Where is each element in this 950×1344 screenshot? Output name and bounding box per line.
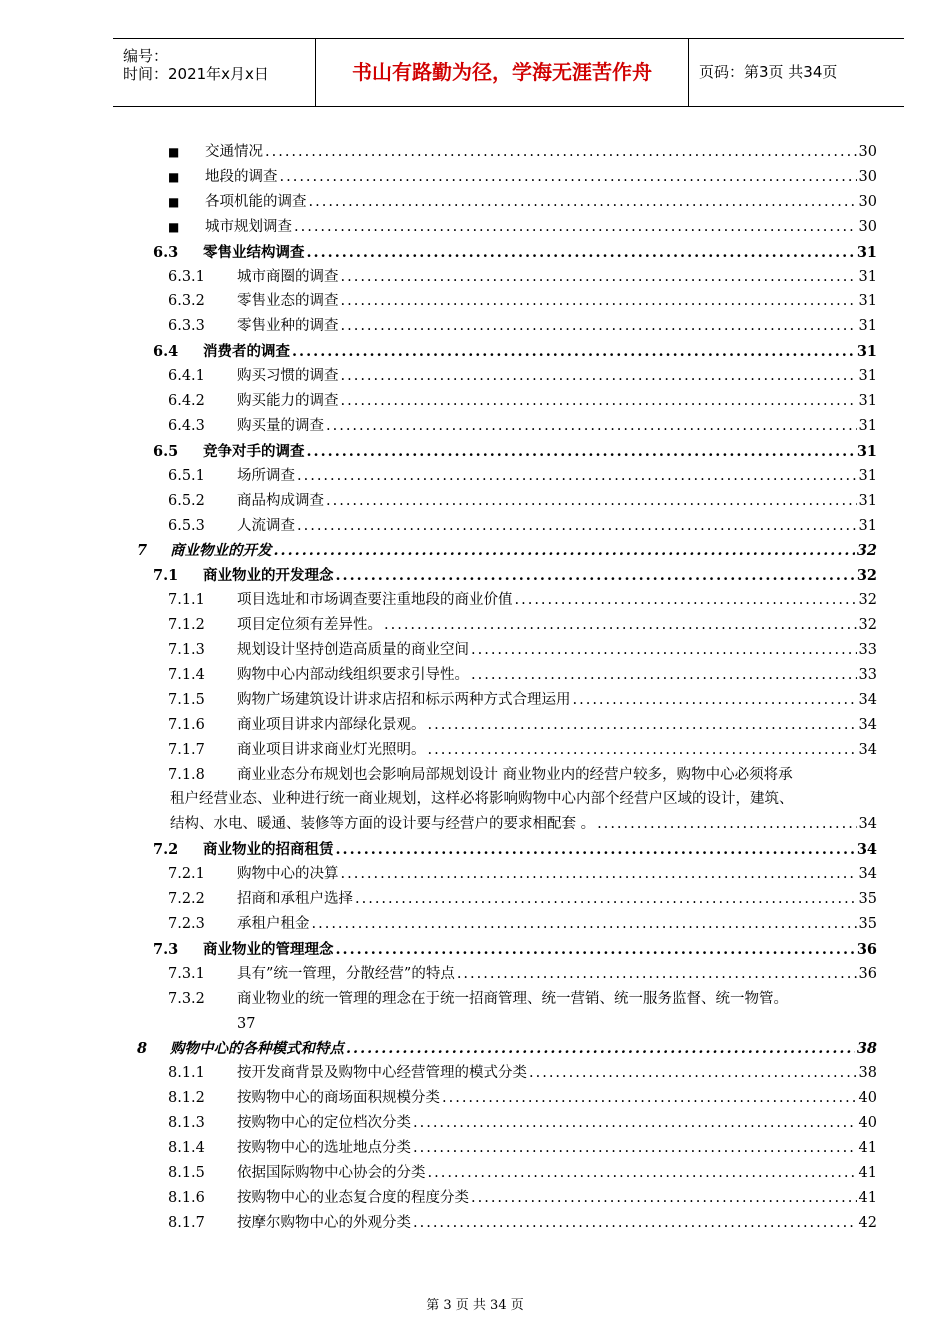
toc-entry-title: 招商和承租户选择 (237, 891, 353, 907)
toc-entry-number: 7.1.2 (168, 617, 205, 634)
toc-leader-dots (326, 489, 857, 514)
toc-entry-title: 商业物业的开发 (170, 542, 272, 560)
toc-entry[interactable] (168, 1161, 877, 1186)
toc-entry-title: 各项机能的调查 (205, 193, 307, 210)
toc-entry-title-cont: 租户经营业态、业种进行统一商业规划，这样必将影响购物中心内部个经营户区域的设计，建筑、 (170, 791, 794, 808)
toc-entry[interactable] (168, 289, 877, 314)
toc-entry[interactable] (168, 140, 877, 165)
toc-entry[interactable] (168, 165, 877, 190)
toc-entry-title: 零售业结构调查 (203, 243, 305, 261)
toc-entry[interactable] (168, 489, 877, 514)
toc-leader-dots (297, 514, 857, 539)
toc-leader-dots (307, 240, 855, 265)
header-motto: 书山有路勤为径，学海无涯苦作舟 (316, 39, 689, 106)
toc-entry[interactable] (168, 1211, 877, 1236)
toc-entry-page: 31 (858, 517, 877, 534)
toc-entry-number: 8 (137, 1040, 148, 1058)
page-footer: 第 3 页 共 34 页 (426, 1298, 524, 1313)
toc-entry-title: 按购物中心的业态复合度的程度分类 (237, 1189, 469, 1206)
toc-entry-number: 7.1.7 (168, 741, 205, 758)
toc-entry-number: 6.4.3 (168, 417, 205, 434)
toc-entry-page: 34 (858, 741, 877, 758)
toc-leader-dots (442, 1086, 857, 1111)
toc-entry-page: 34 (858, 716, 877, 733)
toc-entry[interactable] (168, 514, 877, 539)
toc-leader-dots (280, 165, 857, 190)
toc-entry-number: 7.2 (153, 841, 179, 859)
toc-leader-dots (341, 289, 857, 314)
bullet-icon: ■ (168, 169, 180, 184)
toc-leader-dots (471, 1186, 857, 1211)
toc-entry-page: 36 (858, 965, 877, 982)
toc-entry[interactable] (168, 215, 877, 240)
toc-entry[interactable] (153, 240, 877, 265)
toc-entry-number: 6.5.1 (168, 467, 205, 484)
toc-entry[interactable] (153, 439, 877, 464)
toc-entry-title: 按购物中心的商场面积规模分类 (237, 1090, 440, 1107)
toc-leader-dots (341, 265, 857, 290)
toc-entry-title: 购买能力的调查 (237, 393, 339, 409)
toc-entry-title: 按开发商背景及购物中心经营管理的模式分类 (237, 1065, 527, 1082)
toc-leader-dots (471, 638, 857, 663)
header-meta (113, 39, 316, 106)
toc-entry-page: 41 (858, 1189, 877, 1206)
toc-entry[interactable] (168, 464, 877, 489)
toc-entry-title: 购物中心内部动线组织要求引导性。 (237, 666, 469, 683)
toc-entry-number: 7.2.1 (168, 866, 205, 883)
toc-entry-page: 30 (858, 193, 877, 210)
toc-entry-title: 商业物业的管理理念 (203, 940, 334, 958)
toc-entry-number: 6.4.1 (168, 368, 205, 385)
toc-entry-title: 依据国际购物中心协会的分类 (237, 1164, 426, 1181)
toc-entry-title: 商业物业的开发理念 (203, 567, 334, 585)
toc-entry-title: 交通情况 (205, 144, 263, 160)
toc-leader-dots (297, 464, 857, 489)
toc-entry-page: 31 (856, 243, 877, 261)
toc-entry[interactable] (168, 713, 877, 738)
toc-entry[interactable] (168, 1111, 877, 1136)
header-page-info: 页码：第3页 共34页 (699, 63, 838, 81)
toc-leader-dots (428, 1161, 857, 1186)
toc-entry-page: 34 (858, 816, 877, 833)
toc-entry-page: 37 (237, 1015, 256, 1032)
toc-entry-title: 零售业种的调查 (237, 318, 339, 335)
toc-entry-title: 商品构成调查 (237, 492, 324, 509)
toc-entry-number: 7.1.8 (168, 766, 205, 783)
toc-entry-title: 商业业态分布规划也会影响局部规划设计 商业物业内的经营户较多，购物中心必须将承 (237, 766, 793, 783)
toc-entry-title: 项目定位须有差异性。 (237, 617, 382, 634)
toc-entry-number: 6.3 (153, 243, 179, 261)
toc-entry-page: 31 (858, 318, 877, 335)
toc-entry-title: 购买习惯的调查 (237, 368, 339, 385)
toc-entry-page: 32 (856, 542, 877, 560)
toc-entry-number: 6.3.2 (168, 293, 205, 310)
toc-entry-title: 商业项目讲求内部绿化景观。 (237, 716, 426, 733)
toc-entry-page: 40 (858, 1090, 877, 1107)
toc-entry-title: 商业物业的招商租赁 (203, 841, 334, 859)
toc-entry[interactable] (137, 538, 877, 563)
toc-entry[interactable] (168, 613, 877, 638)
toc-leader-dots (341, 389, 857, 414)
toc-entry[interactable] (168, 862, 877, 887)
toc-leader-dots (515, 588, 857, 613)
toc-entry[interactable] (168, 663, 877, 688)
toc-entry-number: 8.1.6 (168, 1189, 205, 1206)
toc-entry-number: 7.2.3 (168, 915, 205, 932)
bullet-icon: ■ (168, 145, 180, 159)
toc-entry-title: 按摩尔购物中心的外观分类 (237, 1214, 411, 1231)
toc-entry-page: 30 (858, 218, 877, 235)
toc-entry-page: 38 (858, 1065, 877, 1082)
toc-entry-title: 场所调查 (237, 467, 295, 484)
toc-leader-dots (341, 364, 857, 389)
toc-leader-dots (413, 1111, 857, 1136)
toc-leader-dots (336, 563, 855, 588)
toc-entry[interactable] (168, 912, 877, 937)
toc-entry-title: 规划设计坚持创造高质量的商业空间 (237, 642, 469, 658)
toc-entry[interactable] (137, 1036, 877, 1061)
toc-entry[interactable] (168, 389, 877, 414)
toc-leader-dots (274, 538, 855, 563)
toc-entry-page: 41 (858, 1140, 877, 1156)
toc-entry-page: 38 (856, 1040, 877, 1058)
toc-entry[interactable] (168, 414, 877, 439)
toc-entry[interactable] (168, 738, 877, 763)
toc-entry-page: 30 (858, 168, 877, 185)
toc-entry[interactable] (153, 837, 877, 862)
toc-entry-title-cont: 结构、水电、暖通、装修等方面的设计要与经营户的要求相配套 。 (170, 816, 596, 833)
toc-entry-page: 31 (858, 417, 877, 434)
toc-entry-title: 按购物中心的定位档次分类 (237, 1115, 411, 1132)
number-label: 编号： (123, 47, 169, 65)
toc-entry[interactable] (168, 688, 877, 713)
toc-entry-page: 33 (858, 666, 877, 683)
toc-entry-number: 7.2.2 (168, 891, 205, 907)
toc-leader-dots (428, 713, 857, 738)
toc-entry-page: 35 (858, 891, 877, 907)
toc-entry-page: 31 (856, 442, 877, 460)
toc-entry-title: 消费者的调查 (203, 343, 290, 361)
toc-entry[interactable] (168, 265, 877, 290)
bullet-icon: ■ (168, 194, 180, 209)
toc-entry-page: 32 (858, 592, 877, 609)
toc-entry-title: 商业项目讲求商业灯光照明。 (237, 741, 426, 758)
toc-entry-title: 城市规划调查 (205, 218, 292, 235)
toc-entry[interactable] (168, 1086, 877, 1111)
toc-entry-number: 8.1.2 (168, 1090, 205, 1107)
toc-leader-dots (573, 688, 857, 713)
toc-entry-title: 承租户租金 (237, 915, 310, 932)
toc-entry-page: 40 (858, 1115, 877, 1132)
toc-entry-number: 7.1.6 (168, 716, 205, 733)
toc-entry-number: 7.1 (153, 567, 179, 585)
toc-leader-dots (529, 1061, 857, 1086)
toc-entry-page: 34 (858, 691, 877, 708)
toc-entry-number: 8.1.3 (168, 1115, 205, 1132)
toc-entry-title: 人流调查 (237, 517, 295, 534)
toc-entry-page: 31 (858, 393, 877, 409)
toc-entry[interactable] (168, 1136, 877, 1161)
toc-entry-number: 7.3.2 (168, 990, 205, 1007)
toc-entry-page: 33 (858, 642, 877, 658)
toc-entry-page: 34 (858, 866, 877, 883)
toc-entry-title: 按购物中心的选址地点分类 (237, 1140, 411, 1156)
toc-entry[interactable] (153, 937, 877, 962)
page-header (113, 38, 904, 107)
toc-entry-title: 购买量的调查 (237, 417, 324, 434)
toc-entry-page: 32 (858, 617, 877, 634)
toc-entry-title: 零售业态的调查 (237, 293, 339, 310)
toc-entry-title: 项目选址和市场调查要注重地段的商业价值 (237, 592, 513, 609)
toc-entry-number: 6.3.1 (168, 268, 205, 285)
toc-entry-title: 购物中心的各种模式和特点 (170, 1040, 344, 1058)
toc-entry[interactable] (153, 339, 877, 364)
toc-entry-number: 7.1.4 (168, 666, 205, 683)
toc-entry-number: 6.5.3 (168, 517, 205, 534)
toc-leader-dots (355, 887, 857, 912)
toc-leader-dots (292, 339, 855, 364)
toc-entry[interactable] (168, 887, 877, 912)
toc-entry-number: 8.1.4 (168, 1140, 205, 1156)
toc-entry-title: 具有”统一管理，分散经营”的特点 (237, 965, 455, 982)
toc-entry-number: 8.1.7 (168, 1214, 205, 1231)
toc-entry-page: 30 (858, 144, 877, 160)
toc-leader-dots (307, 439, 855, 464)
toc-entry-page: 31 (858, 492, 877, 509)
time-label: 时间：2021年x月x日 (123, 65, 269, 83)
toc-leader-dots (413, 1136, 857, 1161)
toc-leader-dots (294, 215, 857, 240)
toc-entry-number: 6.4 (153, 343, 179, 361)
toc-leader-dots (346, 1036, 855, 1061)
toc-entry-number: 7.1.1 (168, 592, 205, 609)
toc-entry-number: 7.3 (153, 940, 179, 958)
toc-entry[interactable] (168, 314, 877, 339)
toc-entry[interactable] (168, 1186, 877, 1211)
toc-entry[interactable] (168, 588, 877, 613)
toc-leader-dots (384, 613, 857, 638)
toc-leader-dots (428, 738, 857, 763)
toc-entry-page: 34 (856, 841, 877, 859)
toc-entry-number: 7.1.5 (168, 691, 205, 708)
toc-entry-number: 8.1.5 (168, 1164, 205, 1181)
toc-entry-title: 购物广场建筑设计讲求店招和标示两种方式合理运用 (237, 691, 571, 708)
toc-leader-dots (336, 837, 855, 862)
toc-leader-dots (326, 414, 857, 439)
toc-entry-title: 购物中心的决算 (237, 866, 339, 883)
toc-entry[interactable] (168, 638, 877, 663)
toc-entry[interactable] (153, 563, 877, 588)
toc-entry-title: 城市商圈的调查 (237, 268, 339, 285)
toc-entry-number: 8.1.1 (168, 1065, 205, 1082)
toc-entry-page: 41 (858, 1164, 877, 1181)
toc-entry-title: 商业物业的统一管理的理念在于统一招商管理、统一营销、统一服务监督、统一物管。 (237, 990, 788, 1007)
bullet-icon: ■ (168, 219, 180, 234)
toc-leader-dots (312, 912, 857, 937)
toc-leader-dots (341, 862, 857, 887)
toc-entry-page: 35 (858, 915, 877, 932)
toc-leader-dots (341, 314, 857, 339)
toc-entry[interactable] (168, 190, 877, 215)
toc-entry-page: 31 (856, 343, 877, 361)
toc-leader-dots (457, 962, 857, 987)
toc-entry-page: 36 (856, 940, 877, 958)
toc-entry-page: 31 (858, 368, 877, 385)
toc-entry[interactable] (168, 1061, 877, 1086)
toc-entry-number: 6.5 (153, 442, 179, 460)
toc-entry-title: 地段的调查 (205, 168, 278, 185)
toc-entry-page: 42 (858, 1214, 877, 1231)
toc-leader-dots (265, 140, 857, 165)
toc-entry[interactable] (168, 962, 877, 987)
toc-entry[interactable] (168, 364, 877, 389)
toc-entry-number: 6.3.3 (168, 318, 205, 335)
toc-entry-page: 32 (856, 567, 877, 585)
toc-entry-page: 31 (858, 268, 877, 285)
toc-entry-number: 7.3.1 (168, 965, 205, 982)
toc-leader-dots (309, 190, 857, 215)
toc-entry-number: 6.5.2 (168, 492, 205, 509)
toc-entry-number: 7 (137, 542, 148, 560)
toc-entry-page: 31 (858, 467, 877, 484)
toc-entry-number: 7.1.3 (168, 642, 205, 658)
toc-leader-dots (336, 937, 855, 962)
toc-leader-dots (597, 812, 856, 837)
toc-leader-dots (413, 1211, 857, 1236)
toc-entry-page: 31 (858, 293, 877, 310)
toc-entry-title: 竞争对手的调查 (203, 442, 305, 460)
toc-entry-number: 6.4.2 (168, 393, 205, 409)
toc-leader-dots (471, 663, 857, 688)
